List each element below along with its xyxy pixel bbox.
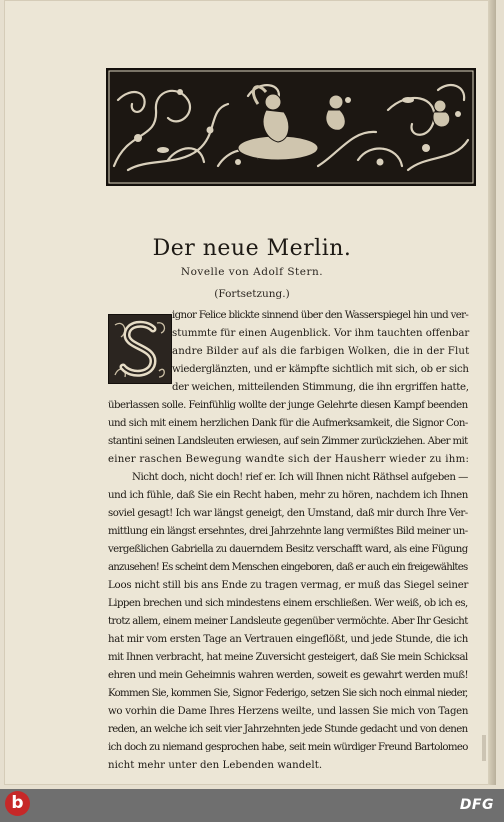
library-logo-icon[interactable]: b bbox=[5, 791, 30, 816]
body-line: ich doch zu niemand gesprochen habe, seit mein würdiger Freund Bartolomeo bbox=[108, 742, 468, 753]
body-line: stantini seinen Landsleuten erwiesen, auf sein Zimmer zurückziehen. Aber mit bbox=[108, 436, 468, 447]
body-line: Lippen brechen und sich mindestens einem erschließen. Wer weiß, ob ich es, bbox=[108, 598, 468, 609]
body-line: trotz allem, einem meiner Landsleute gegenüber vermöchte. Aber Ihr Gesicht bbox=[108, 616, 468, 627]
viewer-footer-bar bbox=[0, 789, 504, 822]
body-line: stummte für einen Augenblick. Vor ihm tauchten offenbar bbox=[172, 328, 470, 339]
page-edge bbox=[488, 0, 496, 785]
body-line: hat mir vom ersten Tage an Vertrauen eingeflößt, und jede Stunde, die ich bbox=[108, 634, 469, 645]
body-line: ehren und mein Geheimnis wahren werden, soweit es gewahrt werden muß! bbox=[108, 670, 469, 681]
body-line: ignor Felice blickte sinnend über den Wasserspiegel hin und ver- bbox=[172, 310, 469, 321]
body-line: Loos nicht still bis ans Ende zu tragen vermag, er muß das Siegel seiner bbox=[108, 580, 469, 591]
body-line: wo vorhin die Dame Ihres Herzens weilte, und lassen Sie mich von Tagen bbox=[108, 706, 469, 717]
continuation-note: (Fortsetzung.) bbox=[214, 288, 290, 300]
body-line: und sich mit einem herzlichen Dank für die Aufmerksamkeit, die Signor Con- bbox=[108, 418, 468, 429]
decorated-initial-s bbox=[108, 314, 172, 384]
body-line: der weichen, mitteilenden Stimmung, die ihn ergriffen hatte, bbox=[172, 382, 469, 393]
page-mark bbox=[482, 735, 486, 761]
article-byline: Novelle von Adolf Stern. bbox=[180, 266, 324, 278]
body-line: anzusehen! Es scheint dem Menschen eingeboren, daß er auch ein freigewähltes bbox=[108, 562, 468, 573]
body-line: mit Ihnen verbracht, hat meine Zuversicht gesteigert, daß Sie mein Schicksal bbox=[108, 652, 468, 663]
body-line: soviel gesagt! Ich war längst geneigt, den Umstand, daß mir durch Ihre Ver- bbox=[108, 508, 468, 519]
dfg-logo[interactable]: DFG bbox=[459, 797, 494, 813]
body-line: vergeßlichen Gabriella zu dauerndem Besitz verschafft ward, als eine Fügung bbox=[108, 544, 468, 555]
body-line: Nicht doch, nicht doch! rief er. Ich will Ihnen nicht Räthsel aufgeben — bbox=[132, 472, 468, 483]
body-line: reden, an welche ich seit vier Jahrzehnten jede Stunde gedacht und von denen bbox=[108, 724, 468, 735]
body-line: andre Bilder auf als die farbigen Wolken, die in der Flut bbox=[172, 346, 470, 357]
body-line: wiederglänzten, und er kämpfte sichtlich mit sich, ob er sich bbox=[172, 364, 469, 375]
body-line: nicht mehr unter den Lebenden wandelt. bbox=[108, 760, 323, 771]
body-line: einer raschen Bewegung wandte sich der Hausherr wieder zu ihm: bbox=[108, 454, 470, 465]
body-line: überlassen solle. Feinfühlig wollte der junge Gelehrte diesen Kampf beenden bbox=[108, 400, 468, 411]
article-title: Der neue Merlin. bbox=[152, 236, 352, 261]
ornamental-header-engraving bbox=[106, 68, 476, 186]
body-line: mittlung ein längst ersehntes, drei Jahrzehnte lang vermißtes Bild meiner un- bbox=[108, 526, 468, 537]
body-line: Kommen Sie, kommen Sie, Signor Federigo, setzen Sie sich noch einmal nieder, bbox=[108, 688, 468, 699]
body-line: und ich fühle, daß Sie ein Recht haben, mehr zu hören, nachdem ich Ihnen bbox=[108, 490, 468, 501]
